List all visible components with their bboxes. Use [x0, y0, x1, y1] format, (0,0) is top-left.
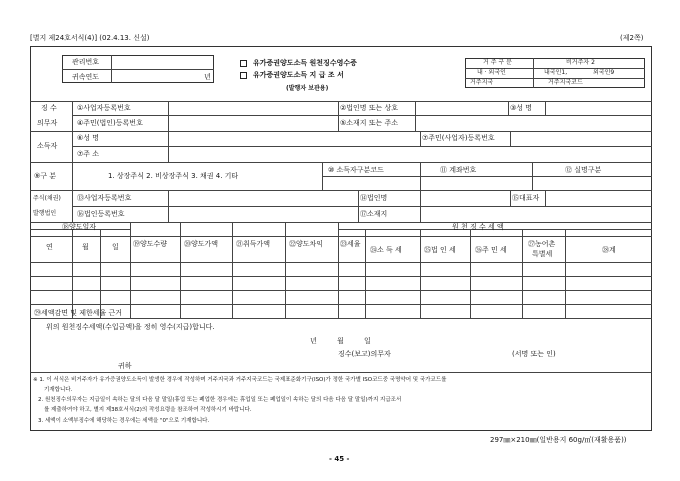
col-rural-tax-1: ㉗농어촌	[528, 240, 556, 248]
col-rate: ㉓세율	[340, 240, 361, 248]
col-gain: ㉒양도차익	[289, 240, 324, 248]
issuer-label-1: 주식(채권)	[33, 195, 61, 202]
receipt-statement: 위의 원천징수세액(수입금액)을 정히 영수(지급)합니다.	[46, 323, 215, 331]
col-acq-price: ㉑취득가액	[236, 240, 271, 248]
type-options: 1. 상장주식 2. 비상장주식 3. 채권 4. 기타	[108, 172, 239, 180]
page-reference: (제2쪽)	[620, 34, 644, 42]
paper-spec: 297㎜×210㎜(일반용지 60g/㎡(재활용품))	[490, 436, 627, 444]
withholder-reg-no-label: ①사업자등록번호	[77, 104, 131, 112]
withholder-name-label: ③성 명	[510, 104, 533, 112]
type-label: ⑨구 분	[34, 172, 57, 180]
year-label: 귀속연도	[72, 73, 100, 81]
withholder-label-1: 징 수	[41, 104, 57, 112]
col-day: 일	[112, 243, 119, 251]
col-month: 월	[82, 243, 89, 251]
earner-name-label: ⑥성 명	[77, 134, 100, 142]
checkbox-receipt[interactable]	[240, 60, 247, 67]
page-number: - 45 -	[329, 455, 350, 463]
mgmt-no-label: 관리번호	[72, 58, 100, 66]
withholder-corp-reg-label: ④주민(법인)등록번호	[77, 119, 143, 127]
col-total: ㉘계	[602, 246, 616, 254]
earner-reg-no-label: ⑦주민(사업자)등록번호	[422, 134, 495, 142]
residence-value: 비거주자 2	[566, 59, 595, 66]
country-code-label: 거주지국코드	[548, 79, 583, 86]
withholder-corp-name-label: ②법인명 또는 상호	[340, 104, 399, 112]
receipt-to: 귀하	[118, 362, 132, 370]
checkbox-statement[interactable]	[240, 72, 247, 79]
note-1: ※ 1. 이 서식은 비거주자가 유가증권양도소득이 발생한 경우에 작성하며 거주지국과 거주지국코드는 국제표준화기구(ISO)가 정한 국가별 ISO코드중 국명약어 및 국가코드를	[33, 377, 447, 383]
col-rural-tax-2: 특별세	[532, 250, 553, 258]
country-label: 거주지국	[470, 79, 494, 86]
issuer-corp-name-label: ⑭법인명	[360, 194, 388, 202]
withholder-label-2: 의무자	[37, 119, 58, 127]
reduction-label: ㉙세액감면 및 제한세율 근거	[34, 309, 123, 317]
withholding-header: 원 천 징 수 세 액	[452, 223, 504, 231]
real-name-label: ⑫ 실명구분	[565, 166, 602, 174]
col-resident-tax: ㉖주 민 세	[475, 246, 507, 254]
note-2: 2. 원천징수의무자는 지급일이 속하는 달의 다음 달 말일(휴업 또는 폐업한 경우에는 휴업일 또는 폐업일이 속하는 달의 다음 다음 달 말일)까지 지급조서	[38, 397, 402, 403]
col-qty: ⑲양도수량	[133, 240, 168, 248]
issuer-rep-label: ⑮대표자	[512, 194, 540, 202]
receipt-sign: (서명 또는 인)	[512, 350, 556, 358]
col-income-tax: ㉔소 득 세	[370, 246, 402, 254]
col-price: ⑳양도가액	[184, 240, 219, 248]
title-receipt: 유가증권양도소득 원천징수영수증	[253, 59, 357, 67]
subtitle: (발행자 보관용)	[286, 85, 329, 92]
nationality-local: 내국인1,	[544, 69, 568, 76]
account-label: ⑪ 계좌번호	[440, 166, 477, 174]
receipt-payer: 징수(보고)의무자	[338, 350, 391, 358]
col-corp-tax: ㉕법 인 세	[424, 246, 456, 254]
title-statement: 유가증권양도소득 지 급 조 서	[253, 71, 344, 79]
issuer-address-label: ⑰소재지	[360, 210, 388, 218]
transfer-date-header: ⑱양도일자	[62, 223, 97, 231]
note-1-cont: 기재합니다.	[44, 387, 73, 393]
form-reference: [별지 제24호서식(4)] (02.4.13. 신설)	[30, 34, 150, 42]
year-suffix: 년	[204, 73, 211, 81]
withholder-address-label: ⑤소재지 또는 주소	[340, 119, 399, 127]
note-2-cont: 를 제출하여야 하고, 별지 제38호서식(2)의 작성요령을 참조하여 작성하시기 바랍니다.	[44, 407, 252, 413]
earner-address-label: ⑦주 소	[77, 150, 100, 158]
earner-label: 소득자	[37, 142, 58, 150]
nationality-label: 내 · 외국인	[477, 69, 506, 76]
issuer-reg-no-label: ⑬사업자등록번호	[77, 194, 132, 202]
col-year: 연	[46, 243, 53, 251]
receipt-date: 년 월 일	[310, 337, 371, 345]
note-3: 3. 세액이 소액부징수에 해당하는 경우에는 세액을 "0"으로 기재합니다.	[38, 418, 210, 424]
residence-label: 거 주 구 분	[483, 59, 512, 66]
income-code-label: ⑩ 소득자구분코드	[328, 166, 384, 174]
nationality-foreign: 외국인9	[593, 69, 615, 76]
issuer-label-2: 발행법인	[33, 210, 57, 217]
issuer-corp-reg-label: ⑯법인등록번호	[77, 210, 125, 218]
